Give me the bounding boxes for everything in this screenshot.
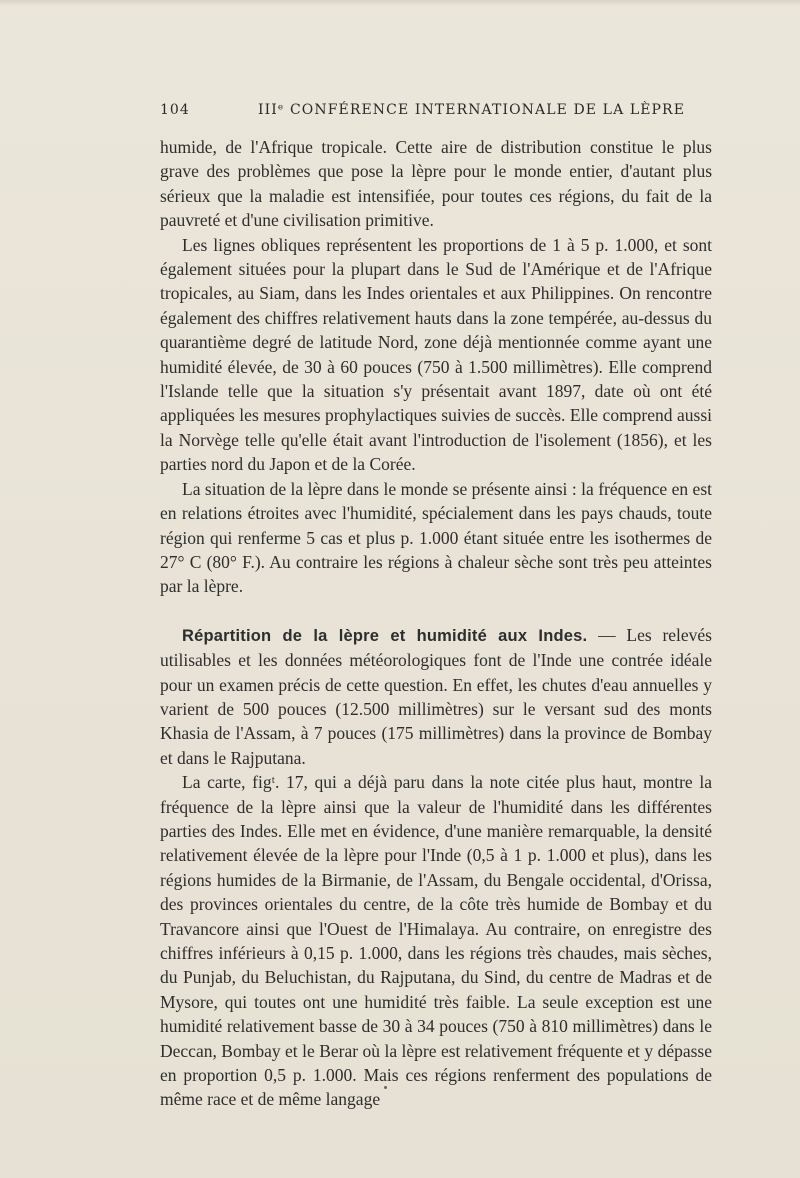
paragraph-map: La carte, figᵗ. 17, qui a déjà paru dans la note citée plus haut, montre la fréquence de la lèpre ainsi que la valeur de l'humidité dans les différentes parties des Indes. Elle met en évidence, d'une manière remarquable, la densité relativement élevée de la lèpre pour l'Inde (0,5 à 1 p. 1.000 et plus), dans les régions humides de la Birmanie, de l'Assam, du Bengale occidental, d'Orissa, des provinces orientales du centre, de la côte très humide de Bombay et du Travancore ainsi que l'Ouest de l'Himalaya. Au contraire, on enregistre des chiffres inférieurs à 0,15 p. 1.000, dans les régions très chaudes, mais sèches, du Punjab, du Beluchistan, du Rajputana, du Sind, du centre de Madras et de Mysore, qui toutes ont une humidité très faible. La seule exception est une humidité relativement basse de 30 à 34 pouces (750 à 810 millimètres) dans le Deccan, Bombay et le Berar où la lèpre est relativement fréquente et y dépasse en proportion 0,5 p. 1.000. Mais ces régions renferment des populations de même race et de même langage — [160, 772, 712, 1110]
body-text — [160, 135, 712, 1112]
section-title: Répartition de la lèpre et humidité aux Indes. — [182, 626, 588, 645]
page-number: 104 — [160, 102, 190, 118]
section-india — [160, 623, 712, 770]
paragraph-world-situation: La situation de la lèpre dans le monde se présente ainsi : la fréquence en est en relations étroites avec l'humidité, spécialement dans les pays chauds, toute région qui renferme 5 cas et plus p. 1.000 étant située entre les isothermes de 27° C (80° F.). Au contraire les régions à chaleur sèche sont très peu atteintes par la lèpre. — [160, 478, 712, 597]
paragraph-continuation: humide, de l'Afrique tropicale. Cette aire de distribution constitue le plus grave des problèmes que pose la lèpre pour le monde entier, d'autant plus sérieux que la maladie est intensifiée, pour toutes ces régions, du fait de la pauvreté et d'une civilisation primitive. — [160, 137, 712, 231]
section-intro: — Les relevés utilisables et les données météorologiques font de l'Inde une contrée idéale pour un examen précis de cette question. En effet, les chutes d'eau annuelles y varient de 500 pouces (12.500 millimètres) sur le versant sud des monts Khasia de l'Assam, à 7 pouces (175 millimètres) dans la province de Bombay et dans le Rajputana. — [160, 624, 712, 768]
running-title: IIIᵉ CONFÉRENCE INTERNATIONALE DE LA LÈPRE — [258, 102, 686, 118]
paragraph-oblique-lines: Les lignes obliques représentent les proportions de 1 à 5 p. 1.000, et sont également situées pour la plupart dans le Sud de l'Amérique et de l'Afrique tropicales, au Siam, dans les Indes orientales et aux Philippines. On rencontre également des chiffres relativement hauts dans la zone tempérée, au-dessus du quarantième degré de latitude Nord, zone déjà mentionnée comme ayant une humidité élevée, de 30 à 60 pouces (750 à 1.500 millimètres). Elle comprend l'Islande telle que la situation s'y présentait avant 1897, date où ont été appliquées les mesures prophylactiques suivies de succès. Elle comprend aussi la Norvège telle qu'elle était avant l'introduction de l'isolement (1856), et les parties nord du Japon et de la Corée. — [160, 234, 712, 475]
ink-speck — [384, 1086, 387, 1089]
page-header — [160, 102, 720, 122]
page-top-edge — [0, 0, 800, 6]
